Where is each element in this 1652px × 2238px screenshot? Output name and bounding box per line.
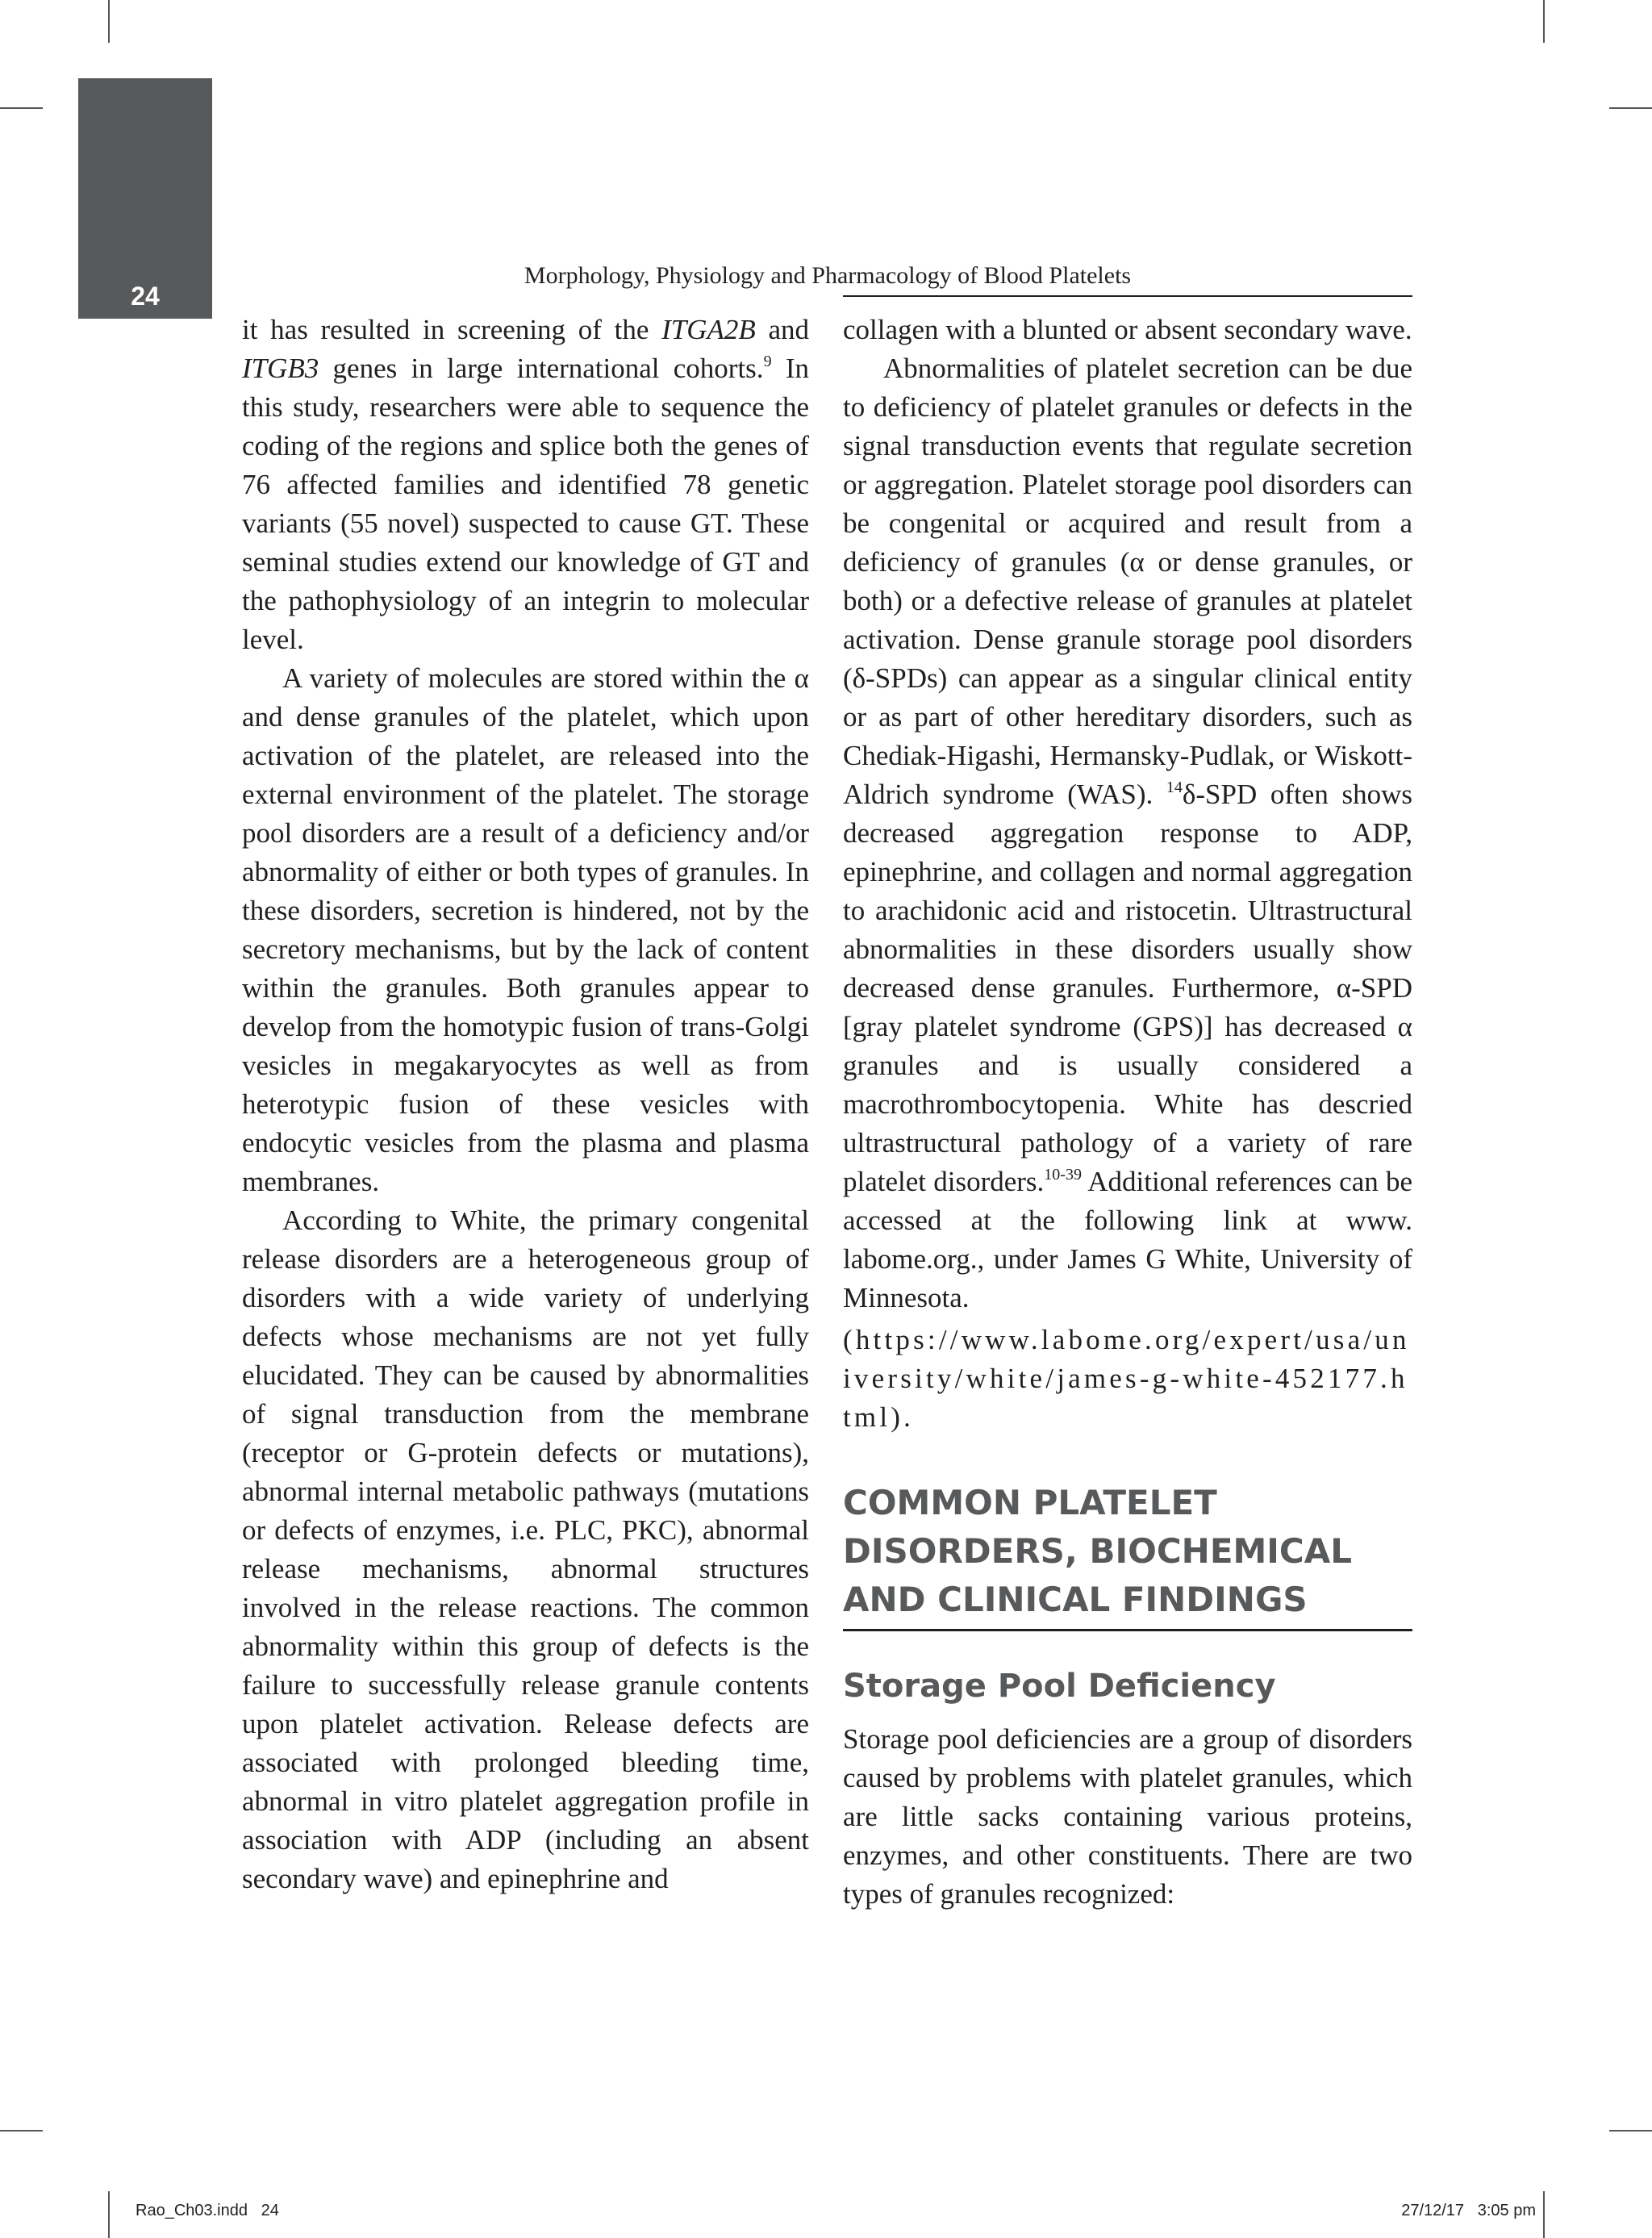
text: Additional references can be accessed at the following link at www. labome.org., under James G White, University of Minnesota. bbox=[843, 1166, 1413, 1313]
section-heading: COMMON PLATELET DISORDERS, BIOCHEMICAL AND CLINICAL FINDINGS bbox=[843, 1483, 1353, 1619]
paragraph: Storage pool deficiencies are a group of disorders caused by problems with platelet granules, which are little sacks containing various proteins, enzymes, and other constituents. There are two types of granules recognized: bbox=[843, 1723, 1412, 1910]
footer-file-slug: Rao_Ch03.indd 24 bbox=[136, 2202, 279, 2219]
text: genes in large international cohorts. bbox=[319, 353, 764, 384]
subsection-heading: Storage Pool Deficiency bbox=[843, 1668, 1276, 1705]
crop-mark bbox=[1609, 2130, 1652, 2132]
crop-mark bbox=[108, 2191, 110, 2238]
left-column bbox=[242, 311, 809, 1898]
header-rule bbox=[843, 295, 1412, 297]
paragraph bbox=[242, 311, 809, 659]
footer-datetime: 27/12/17 3:05 pm bbox=[1401, 2202, 1536, 2219]
crop-mark bbox=[1543, 0, 1545, 43]
paragraph: According to White, the primary congenital release disorders are a heterogeneous group of disorders with a wide variety of underlying defects whose mechanisms are not yet fully elucidated. They can be caused by abnormalities of signal transduction from the membrane (receptor or G-protein defects or mutations), abnormal internal metabolic pathways (mutations or defects of enzymes, i.e. PLC, PKC), abnormal release mechanisms, abnormal structures involved in the release reactions. The common abnormality within this group of defects is the failure to successfully release granule contents upon platelet activation. Release defects are associated with prolonged bleeding time, abnormal in vitro platelet aggregation profile in association with ADP (including an absent secondary wave) and epinephrine and bbox=[242, 1205, 809, 1894]
crop-mark bbox=[1543, 2191, 1545, 2238]
paragraph: collagen with a blunted or absent secondary wave. bbox=[843, 314, 1412, 345]
gene-name: ITGB3 bbox=[242, 353, 319, 384]
paragraph: A variety of molecules are stored within the α and dense granules of the platelet, which upon activation of the platelet, are released into the external environment of the platelet. The storage pool disorders are a result of a deficiency and/or abnormality of either or both types of granules. In these disorders, secretion is hindered, not by the secretory mechanisms, but by the lack of content within the granules. Both granules appear to develop from the homotypic fusion of trans-Golgi vesicles in megakaryocytes as well as from heterotypic fusion of these vesicles with endocytic vesicles from the plasma and plasma membranes. bbox=[242, 662, 809, 1197]
citation: 10-39 bbox=[1044, 1166, 1082, 1184]
crop-mark bbox=[0, 2130, 43, 2132]
crop-mark bbox=[1609, 107, 1652, 109]
text: In this study, researchers were able to sequence the coding of the regions and splice both the genes of 76 affected families and identified 78 genetic variants (55 novel) suspected to cause GT. These seminal studies extend our knowledge of GT and the pathophysiology of an integrin to molecular level. bbox=[242, 353, 809, 655]
heading-rule bbox=[843, 1629, 1412, 1631]
page-number: 24 bbox=[131, 282, 160, 311]
text: Abnormalities of platelet secretion can be due to deficiency of platelet granules or defects in the signal transduction events that regulate secretion or aggregation. Platelet storage pool disorders can be congenital or acquired and result from a deficiency of granules (α or dense granules, or both) or a defective release of granules at platelet activation. Dense granule storage pool disorders (δ-SPDs) can appear as a singular clinical entity or as part of other hereditary disorders, such as Chediak-Higashi, Hermansky-Pudlak, or Wiskott-Aldrich syndrome (WAS). bbox=[843, 353, 1412, 810]
text: δ-SPD often shows decreased aggregation response to ADP, epinephrine, and collagen and normal aggregation to arachidonic acid and ristocetin. Ultrastructural abnormalities in these disorders usually show decreased dense granules. Furthermore, α-SPD [gray platelet syndrome (GPS)] has decreased α granules and is usually considered a macrothrombocytopenia. White has descried ultrastructural pathology of a variety of rare platelet disorders. bbox=[843, 779, 1412, 1197]
citation: 14 bbox=[1166, 779, 1183, 796]
running-head: Morphology, Physiology and Pharmacology of Blood Platelets bbox=[524, 262, 1132, 289]
right-column bbox=[843, 311, 1412, 1914]
citation: 9 bbox=[763, 353, 772, 370]
text: and bbox=[755, 314, 809, 345]
paragraph bbox=[843, 349, 1412, 1317]
text: it has resulted in screening of the bbox=[242, 314, 662, 345]
crop-mark bbox=[0, 107, 43, 109]
reference-url[interactable]: (https://www.labome.org/expert/usa/university/white/james-g-white-452177.html). bbox=[843, 1324, 1410, 1433]
crop-mark bbox=[108, 0, 110, 43]
gene-name: ITGA2B bbox=[661, 314, 756, 345]
